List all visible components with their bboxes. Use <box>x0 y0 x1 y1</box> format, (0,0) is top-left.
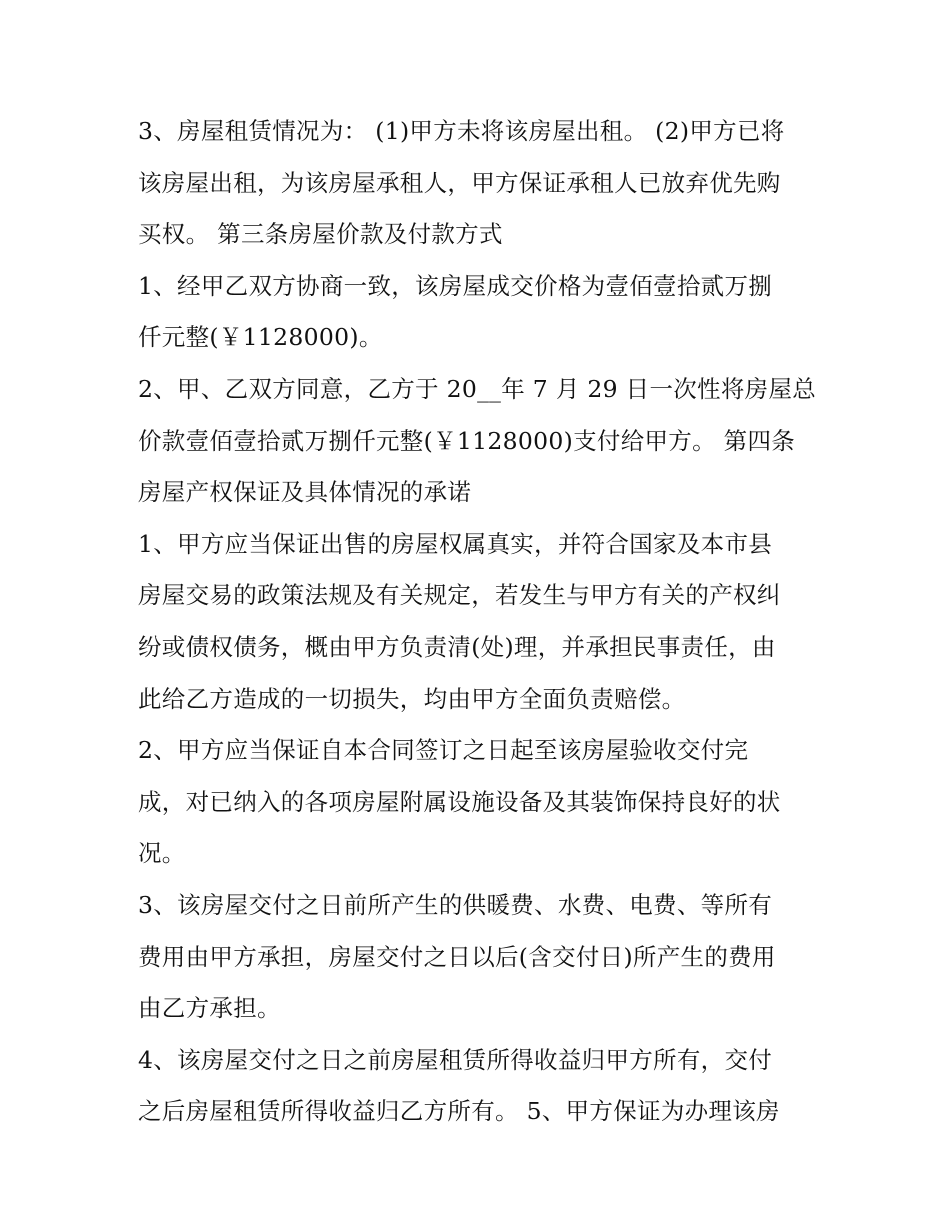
text-line: 该房屋出租，为该房屋承租人，甲方保证承租人已放弃优先购 <box>138 168 781 197</box>
text-line: 成，对已纳入的各项房屋附属设施设备及其装饰保持良好的状 <box>138 787 781 816</box>
contract-text-body <box>138 106 818 1138</box>
text-line: 2、甲、乙双方同意，乙方于 20__年 7 月 29 日一次性将房屋总 <box>138 374 817 403</box>
text-line: 买权。 第三条房屋价款及付款方式 <box>138 220 503 249</box>
text-line: 3、房屋租赁情况为： (1)甲方未将该房屋出租。 (2)甲方已将 <box>138 117 785 145</box>
text-line: 况。 <box>138 839 186 868</box>
text-line: 4、该房屋交付之日之前房屋租赁所得收益归甲方所有，交付 <box>138 1045 773 1074</box>
text-line: 纷或债权债务，概由甲方负责清(处)理，并承担民事责任，由 <box>138 632 776 661</box>
text-line: 价款壹佰壹拾贰万捌仟元整(￥1128000)支付给甲方。 第四条 <box>138 426 796 455</box>
text-line: 1、经甲乙双方协商一致，该房屋成交价格为壹佰壹拾贰万捌 <box>138 271 773 300</box>
text-line: 仟元整(￥1128000)。 <box>138 323 383 352</box>
text-line: 3、该房屋交付之日前所产生的供暖费、水费、电费、等所有 <box>138 890 773 919</box>
text-line: 房屋交易的政策法规及有关规定，若发生与甲方有关的产权纠 <box>138 581 781 610</box>
text-line: 由乙方承担。 <box>138 994 281 1023</box>
text-line: 之后房屋租赁所得收益归乙方所有。 5、甲方保证为办理该房 <box>138 1097 780 1126</box>
text-line: 费用由甲方承担，房屋交付之日以后(含交付日)所产生的费用 <box>138 942 776 971</box>
text-line: 1、甲方应当保证出售的房屋权属真实，并符合国家及本市县 <box>138 529 773 558</box>
text-line: 此给乙方造成的一切损失，均由甲方全面负责赔偿。 <box>138 684 686 713</box>
text-line: 2、甲方应当保证自本合同签订之日起至该房屋验收交付完 <box>138 736 749 765</box>
text-line: 房屋产权保证及具体情况的承诺 <box>138 478 472 507</box>
